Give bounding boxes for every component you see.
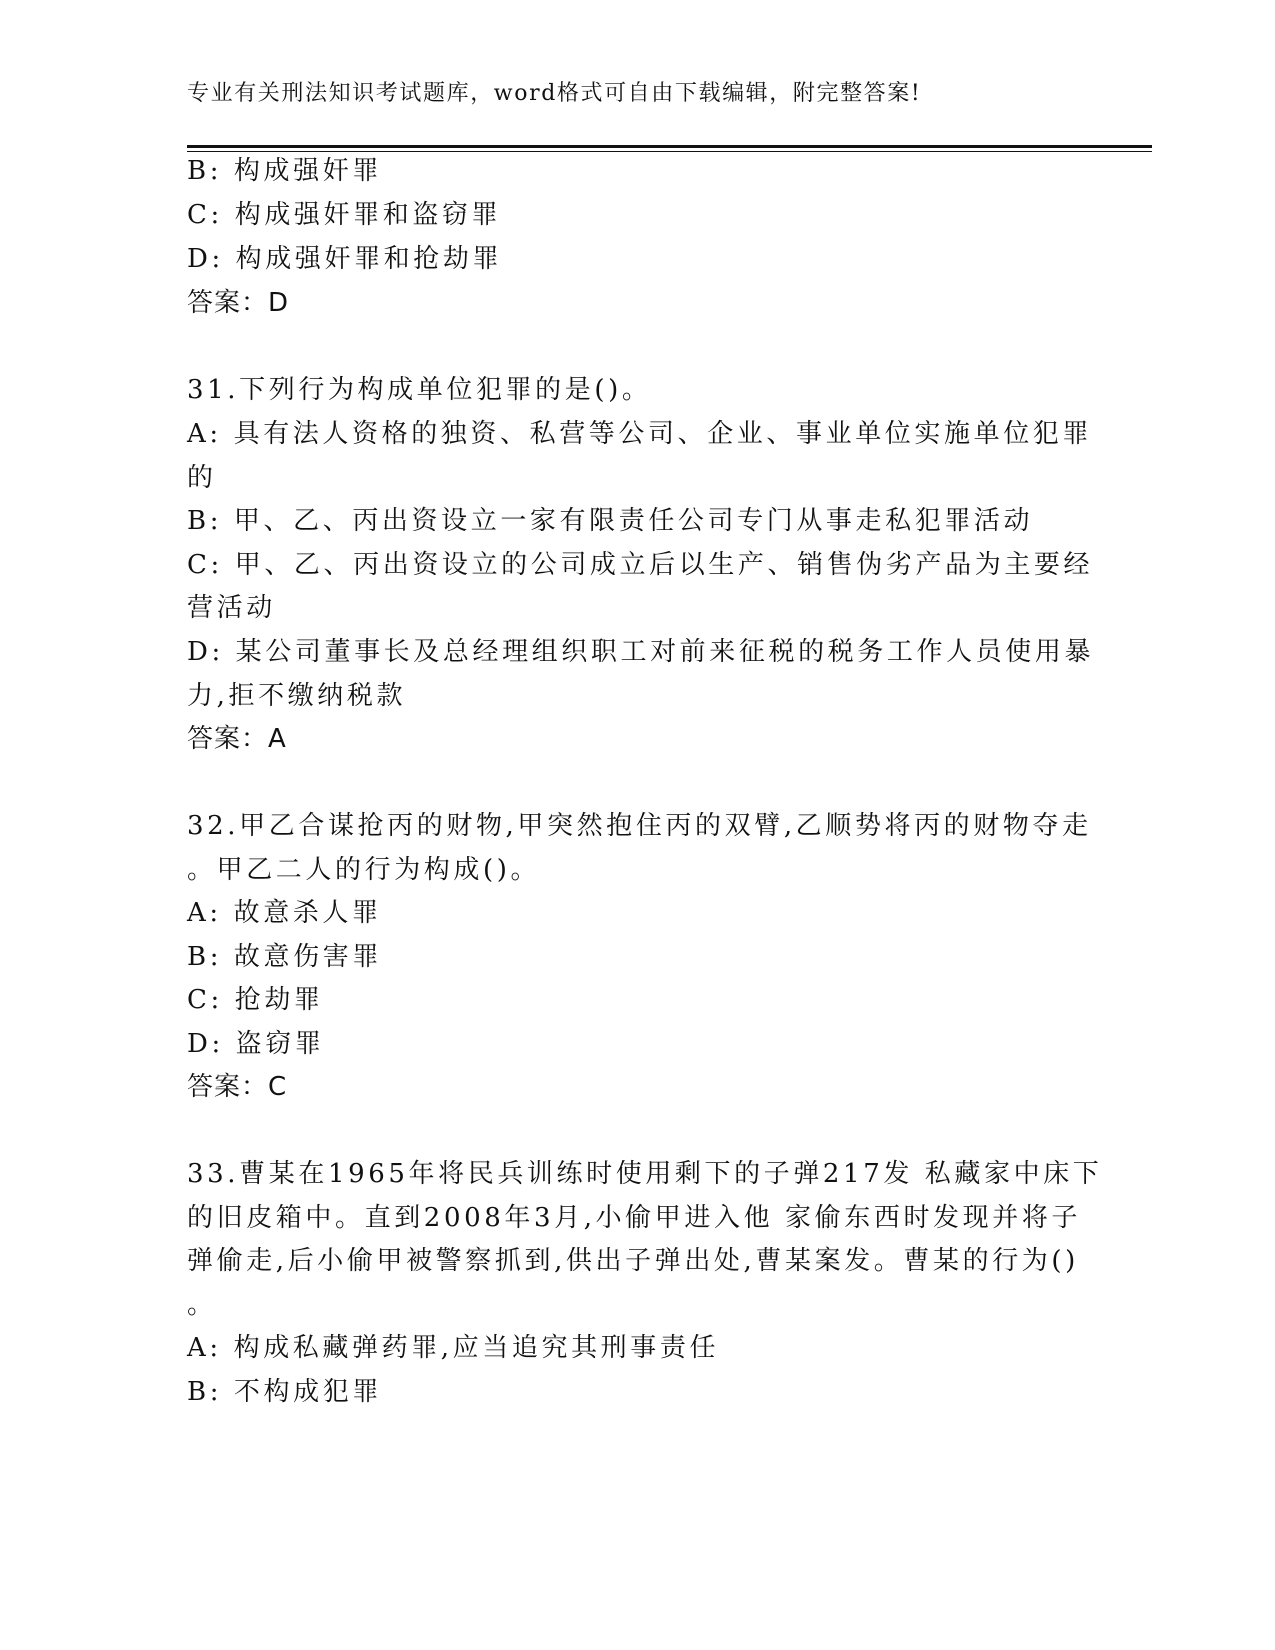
prev-option-d: D: 构成强奸罪和抢劫罪 <box>187 244 503 274</box>
q32-stem: 32.甲乙合谋抢丙的财物,甲突然抱住丙的双臂,乙顺势将丙的财物夺走 <box>187 811 1092 841</box>
q32-option-a: A: 故意杀人罪 <box>187 898 382 928</box>
q33-stem: 33.曹某在1965年将民兵训练时使用剩下的子弹217发 私藏家中床下 <box>187 1159 1103 1189</box>
prev-answer: 答案：D <box>187 288 290 318</box>
q31-answer: 答案：A <box>187 724 287 754</box>
q31-option-a-cont: 的 <box>187 463 217 493</box>
q31-option-c-cont: 营活动 <box>187 593 276 623</box>
prev-option-b: B: 构成强奸罪 <box>187 156 382 186</box>
q31-option-b: B: 甲、乙、丙出资设立一家有限责任公司专门从事走私犯罪活动 <box>187 506 1034 536</box>
q31-option-d-cont: 力,拒不缴纳税款 <box>187 681 407 711</box>
header-rule-thick <box>187 145 1152 148</box>
header-rule-thin <box>187 151 1152 152</box>
page-header-title: 专业有关刑法知识考试题库，word格式可自由下载编辑，附完整答案! <box>187 81 922 106</box>
q32-stem-cont: 。甲乙二人的行为构成()。 <box>187 855 541 885</box>
q31-option-c: C: 甲、乙、丙出资设立的公司成立后以生产、销售伪劣产品为主要经 <box>187 550 1094 580</box>
q33-option-a: A: 构成私藏弹药罪,应当追究其刑事责任 <box>187 1333 720 1363</box>
q33-stem-cont-3: 。 <box>187 1290 217 1320</box>
q32-option-d: D: 盗窃罪 <box>187 1029 325 1059</box>
q33-stem-cont-2: 弹偷走,后小偷甲被警察抓到,供出子弹出处,曹某案发。曹某的行为() <box>187 1246 1079 1276</box>
q33-option-b: B: 不构成犯罪 <box>187 1377 382 1407</box>
q32-option-c: C: 抢劫罪 <box>187 985 324 1015</box>
q32-option-b: B: 故意伤害罪 <box>187 942 382 972</box>
q32-answer: 答案：C <box>187 1072 288 1102</box>
q31-option-d: D: 某公司董事长及总经理组织职工对前来征税的税务工作人员使用暴 <box>187 637 1095 667</box>
q33-stem-cont-1: 的旧皮箱中。直到2008年3月,小偷甲进入他 家偷东西时发现并将子 <box>187 1203 1082 1233</box>
q31-stem: 31.下列行为构成单位犯罪的是()。 <box>187 375 652 405</box>
q31-option-a: A: 具有法人资格的独资、私营等公司、企业、事业单位实施单位犯罪 <box>187 419 1093 449</box>
prev-option-c: C: 构成强奸罪和盗窃罪 <box>187 200 502 230</box>
